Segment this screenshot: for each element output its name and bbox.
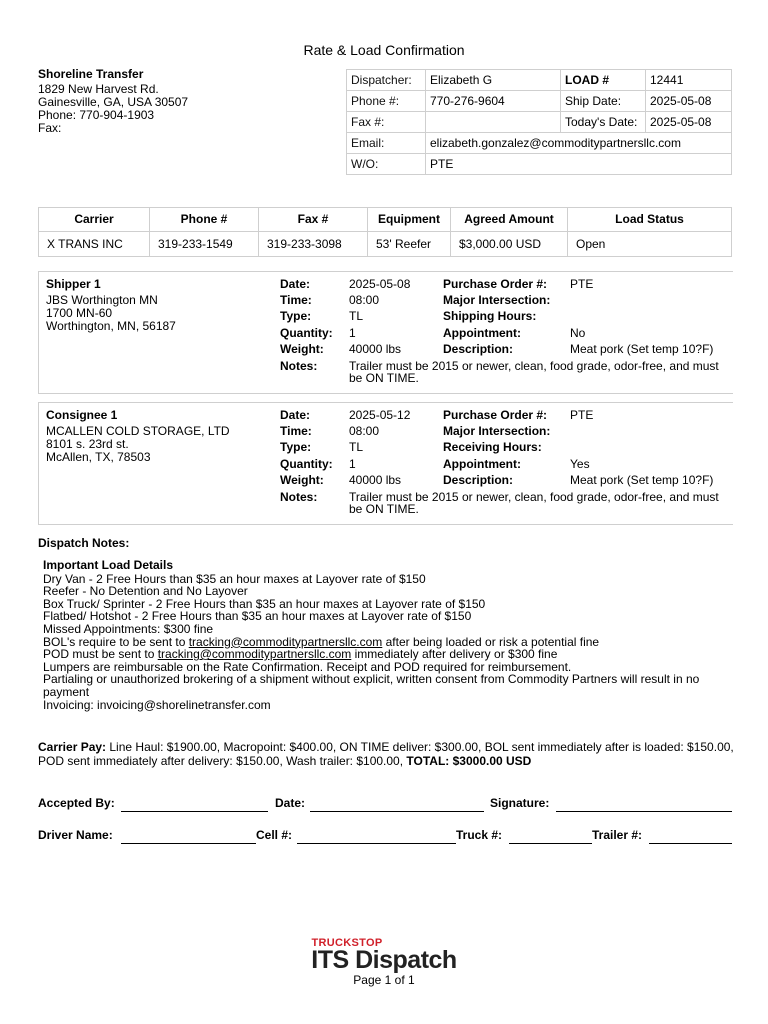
truckstop-logo-text: TRUCKSTOP: [311, 937, 383, 949]
load-status-header: Load Status: [568, 208, 732, 232]
consignee-description-value: Meat pork (Set temp 10?F): [570, 473, 714, 487]
bol-tracking-link[interactable]: tracking@commoditypartnersllc.com: [188, 634, 383, 649]
page-number: Page 1 of 1: [353, 973, 415, 987]
work-order-label: W/O:: [347, 154, 426, 175]
truck-label: Truck #:: [456, 828, 503, 842]
dispatch-phone-label: Phone #:: [347, 91, 426, 112]
consignee-po-label: Purchase Order #:: [443, 408, 548, 422]
notes-line-missed-appointments: Missed Appointments: $300 fine: [43, 621, 214, 636]
truck-line[interactable]: [509, 843, 592, 844]
dispatch-email-value[interactable]: elizabeth.gonzalez@commoditypartnersllc.com: [426, 133, 732, 154]
load-status-cell: Open: [568, 232, 732, 257]
shipper-city: Worthington, MN, 56187: [46, 319, 176, 333]
page-title: Rate & Load Confirmation: [303, 42, 465, 58]
bol-text-post: after being loaded or risk a potential fine: [382, 634, 600, 649]
notes-line-dry-van: Dry Van - 2 Free Hours than $35 an hour maxes at Layover rate of $150: [43, 571, 426, 586]
shipper-street: 1700 MN-60: [46, 306, 113, 320]
shipper-date-label: Date:: [280, 277, 311, 291]
cell-label: Cell #:: [256, 828, 293, 842]
carrier-pay: [38, 740, 738, 768]
pod-text-pre: POD must be sent to: [43, 647, 158, 662]
todays-date-value: 2025-05-08: [646, 112, 732, 133]
notes-line-partialing: Partialing or unauthorized brokering of a shipment without explicit, written consent from Commodity Partners will result in no payment: [43, 672, 700, 699]
load-number-value: 12441: [646, 70, 732, 91]
consignee-date-value: 2025-05-12: [349, 408, 411, 422]
work-order-value: PTE: [426, 154, 732, 175]
consignee-section: [38, 402, 733, 525]
consignee-address: [46, 425, 276, 464]
shipper-po-value: PTE: [570, 277, 594, 291]
consignee-header: Consignee 1: [46, 408, 118, 422]
shipper-appointment-label: Appointment:: [443, 326, 521, 340]
receiving-hours-label: Receiving Hours:: [443, 440, 542, 454]
consignee-appointment-value: Yes: [570, 457, 590, 471]
shipper-name: JBS Worthington MN: [46, 293, 158, 307]
carrier-pay-total: TOTAL: $3000.00 USD: [406, 754, 532, 768]
todays-date-label: Today's Date:: [561, 112, 646, 133]
bol-text-pre: BOL's require to be sent to: [43, 634, 189, 649]
dispatch-info-table: [346, 69, 732, 175]
shipper-date-value: 2025-05-08: [349, 277, 411, 291]
agreed-amount-header: Agreed Amount: [451, 208, 568, 232]
company-info: [38, 68, 328, 135]
dispatcher-label: Dispatcher:: [347, 70, 426, 91]
consignee-name: MCALLEN COLD STORAGE, LTD: [46, 424, 230, 438]
company-address-line2: Gainesville, GA, USA 30507: [38, 95, 189, 109]
ship-date-label: Ship Date:: [561, 91, 646, 112]
shipper-time-label: Time:: [280, 293, 312, 307]
shipper-notes-label: Notes:: [280, 359, 318, 373]
consignee-quantity-label: Quantity:: [280, 457, 333, 471]
shipper-weight-label: Weight:: [280, 342, 324, 356]
consignee-type-value: TL: [349, 440, 364, 454]
dispatch-notes-label: Dispatch Notes:: [38, 536, 130, 550]
dispatch-fax-value: [426, 112, 561, 133]
dispatch-phone-value: 770-276-9604: [426, 91, 561, 112]
dispatch-notes-body: [43, 559, 733, 711]
consignee-quantity-value: 1: [349, 457, 356, 471]
signature-label: Signature:: [490, 796, 550, 810]
notes-line-box-truck: Box Truck/ Sprinter - 2 Free Hours than $35 an hour maxes at Layover rate of $150: [43, 596, 486, 611]
company-fax: Fax:: [38, 121, 62, 135]
driver-name-label: Driver Name:: [38, 828, 113, 842]
consignee-major-intersection-label: Major Intersection:: [443, 424, 551, 438]
notes-line-invoicing: Invoicing: invoicing@shorelinetransfer.com: [43, 697, 271, 712]
consignee-weight-value: 40000 lbs: [349, 473, 402, 487]
carrier-fax-header: Fax #: [259, 208, 368, 232]
shipper-appointment-value: No: [570, 326, 586, 340]
consignee-type-label: Type:: [280, 440, 312, 454]
carrier-header: Carrier: [39, 208, 150, 232]
consignee-street: 8101 s. 23rd st.: [46, 437, 129, 451]
shipper-time-value: 08:00: [349, 293, 380, 307]
consignee-po-value: PTE: [570, 408, 594, 422]
company-phone: Phone: 770-904-1903: [38, 108, 155, 122]
carrier-pay-label: Carrier Pay:: [38, 740, 107, 754]
shipper-section: [38, 271, 733, 394]
notes-line-flatbed: Flatbed/ Hotshot - 2 Free Hours than $35 an hour maxes at Layover rate of $150: [43, 609, 472, 624]
shipper-quantity-value: 1: [349, 326, 356, 340]
equipment-cell: 53' Reefer: [368, 232, 451, 257]
consignee-appointment-label: Appointment:: [443, 457, 521, 471]
shipper-quantity-label: Quantity:: [280, 326, 333, 340]
consignee-date-label: Date:: [280, 408, 311, 422]
consignee-time-value: 08:00: [349, 424, 380, 438]
ship-date-value: 2025-05-08: [646, 91, 732, 112]
shipper-major-intersection-label: Major Intersection:: [443, 293, 551, 307]
trailer-line[interactable]: [649, 843, 732, 844]
company-address-line1: 1829 New Harvest Rd.: [38, 82, 159, 96]
pod-text-post: immediately after delivery or $300 fine: [351, 647, 558, 662]
accept-date-label: Date:: [275, 796, 306, 810]
company-name: Shoreline Transfer: [38, 67, 144, 81]
consignee-time-label: Time:: [280, 424, 312, 438]
carrier-table: [38, 207, 732, 257]
notes-line-reefer: Reefer - No Detention and No Layover: [43, 584, 248, 599]
dispatcher-value: Elizabeth G: [426, 70, 561, 91]
shipper-notes-value: Trailer must be 2015 or newer, clean, food grade, odor-free, and must be ON TIME.: [349, 359, 719, 385]
trailer-label: Trailer #:: [592, 828, 643, 842]
consignee-description-label: Description:: [443, 473, 514, 487]
dispatch-email-label: Email:: [347, 133, 426, 154]
its-dispatch-logo: ITS Dispatch: [311, 946, 457, 974]
carrier-name-cell: X TRANS INC: [39, 232, 150, 257]
cell-line[interactable]: [297, 843, 456, 844]
load-number-label: LOAD #: [561, 70, 646, 91]
carrier-pay-details: Line Haul: $1900.00, Macropoint: $400.00, ON TIME deliver: $300.00, BOL sent immediately after is loaded: $150.00, POD sent immediately after delivery: $150.00, Wash trailer: $100.00,: [38, 740, 734, 768]
signature-line[interactable]: [556, 811, 732, 812]
consignee-city: McAllen, TX, 78503: [46, 450, 151, 464]
notes-line-pod: [43, 648, 733, 661]
shipper-address: [46, 294, 276, 333]
carrier-fax-cell: 319-233-3098: [259, 232, 368, 257]
consignee-notes-label: Notes:: [280, 490, 318, 504]
equipment-header: Equipment: [368, 208, 451, 232]
accepted-by-label: Accepted By:: [38, 796, 115, 810]
shipper-description-value: Meat pork (Set temp 10?F): [570, 342, 714, 356]
driver-name-line[interactable]: [121, 843, 256, 844]
notes-line-lumpers: Lumpers are reimbursable on the Rate Confirmation. Receipt and POD required for reimbursement.: [43, 659, 572, 674]
shipper-header: Shipper 1: [46, 277, 101, 291]
shipper-weight-value: 40000 lbs: [349, 342, 402, 356]
shipper-po-label: Purchase Order #:: [443, 277, 548, 291]
shipper-type-label: Type:: [280, 309, 312, 323]
accept-date-line[interactable]: [310, 811, 484, 812]
notes-heading: Important Load Details: [43, 558, 174, 572]
carrier-phone-header: Phone #: [150, 208, 259, 232]
carrier-phone-cell: 319-233-1549: [150, 232, 259, 257]
shipper-description-label: Description:: [443, 342, 514, 356]
pod-tracking-link[interactable]: tracking@commoditypartnersllc.com: [157, 647, 352, 662]
consignee-notes-value: Trailer must be 2015 or newer, clean, food grade, odor-free, and must be ON TIME.: [349, 490, 719, 516]
accepted-by-line[interactable]: [121, 811, 268, 812]
consignee-weight-label: Weight:: [280, 473, 324, 487]
shipping-hours-label: Shipping Hours:: [443, 309, 537, 323]
shipper-type-value: TL: [349, 309, 364, 323]
agreed-amount-cell: $3,000.00 USD: [451, 232, 568, 257]
dispatch-fax-label: Fax #:: [347, 112, 426, 133]
